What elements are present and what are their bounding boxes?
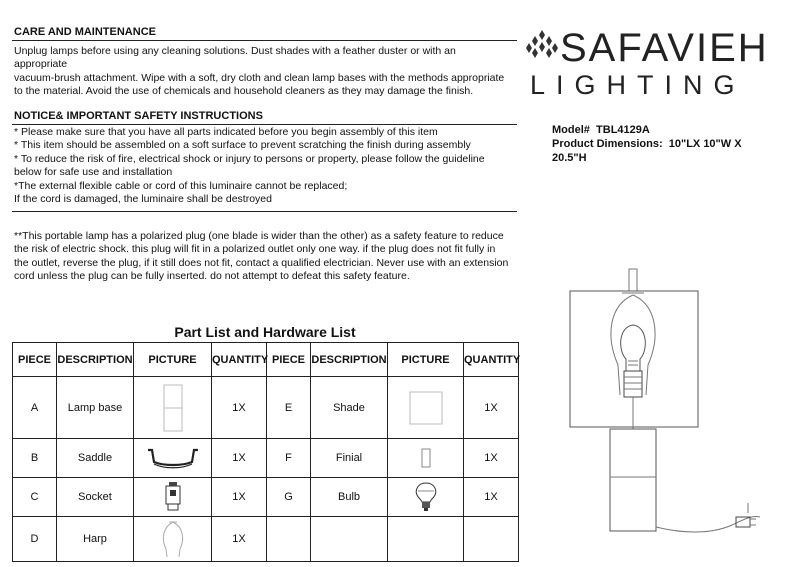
picture-cell — [388, 439, 464, 478]
header-picture: PICTURE — [134, 343, 212, 377]
table-row — [13, 377, 519, 439]
plug-note: **This portable lamp has a polarized plug (one blade is wider than the other) as a safety feature to reduce the risk of electric shock. this plug will fit in a polarized outlet only one way. if the plug does not fit fully in the outlet, reverse the plug, if it still does not fit, contact a qualified electrician. Never use with an extension cord unless the plug can be fully inserted. do not attempt to defeat this safety feature. — [14, 230, 509, 283]
lamp-base-icon — [156, 383, 190, 433]
picture-cell — [134, 439, 212, 478]
quantity-cell: 1X — [212, 377, 267, 439]
safety-heading: NOTICE& IMPORTANT SAFETY INSTRUCTIONS — [14, 110, 263, 122]
quantity-cell: 1X — [212, 517, 267, 562]
header-picture-2: PICTURE — [388, 343, 464, 377]
piece-cell: C — [13, 478, 57, 517]
safety-text: * Please make sure that you have all parts indicated before you begin assembly of this item * This item should be assembled on a soft surface to prevent scratching the finish during assembly * To reduce the risk of fire, electrical shock or injury to persons or property, please follow the guideline below for safe use and installation *The external flexible cable or cord of this luminaire cannot be replaced; If the cord is damaged, the luminaire shall be destroyed — [14, 126, 485, 206]
description-cell: Harp — [57, 517, 134, 562]
harp-icon — [158, 519, 188, 559]
care-text: Unplug lamps before using any cleaning solutions. Dust shades with a feather duster or with an appropriate vacuum-brush attachment. Wipe with a soft, dry cloth and clean lamp bases with the methods appropriate to the material. Avoid the use of chemicals and household cleaners as they may damage the finish. — [14, 45, 505, 98]
picture-cell — [134, 478, 212, 517]
quantity-cell: 1X — [212, 439, 267, 478]
saddle-icon — [144, 444, 202, 472]
dims-value: 10"LX 10"W X — [668, 138, 742, 150]
picture-cell — [134, 517, 212, 562]
dims-label: Product Dimensions: — [552, 138, 663, 150]
description-cell: Saddle — [57, 439, 134, 478]
header-description: DESCRIPTION — [57, 343, 134, 377]
chandelier-logo-icon — [526, 30, 558, 60]
piece-cell: F — [267, 439, 311, 478]
brand-name: SAFAVIEH — [560, 26, 769, 70]
quantity-cell: 1X — [464, 478, 519, 517]
quantity-cell: 1X — [464, 439, 519, 478]
dims-value-2: 20.5"H — [552, 152, 587, 164]
product-info — [552, 123, 792, 165]
piece-cell — [267, 517, 311, 562]
description-cell: Bulb — [311, 478, 388, 517]
quantity-cell: 1X — [212, 478, 267, 517]
table-row — [13, 439, 519, 478]
quantity-cell — [464, 517, 519, 562]
parts-title: Part List and Hardware List — [174, 324, 356, 340]
model-label: Model# — [552, 124, 590, 136]
finial-icon — [419, 447, 433, 469]
description-cell: Lamp base — [57, 377, 134, 439]
description-cell — [311, 517, 388, 562]
header-description-2: DESCRIPTION — [311, 343, 388, 377]
piece-cell: A — [13, 377, 57, 439]
shade-icon — [406, 388, 446, 428]
piece-cell: G — [267, 478, 311, 517]
care-rule — [12, 40, 517, 41]
header-quantity-2: QUANTITY — [464, 343, 519, 377]
description-cell: Socket — [57, 478, 134, 517]
picture-cell — [388, 517, 464, 562]
piece-cell: B — [13, 439, 57, 478]
description-cell: Shade — [311, 377, 388, 439]
brand-sub: LIGHTING — [530, 70, 746, 100]
table-row — [13, 517, 519, 562]
care-heading: CARE AND MAINTENANCE — [14, 26, 156, 38]
description-cell: Finial — [311, 439, 388, 478]
model-number: TBL4129A — [596, 124, 650, 136]
picture-cell — [388, 478, 464, 517]
piece-cell: D — [13, 517, 57, 562]
parts-header-row — [13, 343, 519, 377]
lamp-illustration — [560, 265, 790, 565]
bulb-icon — [413, 481, 439, 513]
header-piece-2: PIECE — [267, 343, 311, 377]
table-row — [13, 478, 519, 517]
parts-table — [12, 342, 519, 562]
safety-bottom-rule — [12, 211, 517, 212]
picture-cell — [134, 377, 212, 439]
header-piece: PIECE — [13, 343, 57, 377]
header-quantity: QUANTITY — [212, 343, 267, 377]
socket-icon — [161, 481, 185, 513]
piece-cell: E — [267, 377, 311, 439]
picture-cell — [388, 377, 464, 439]
quantity-cell: 1X — [464, 377, 519, 439]
safety-rule — [12, 124, 517, 125]
